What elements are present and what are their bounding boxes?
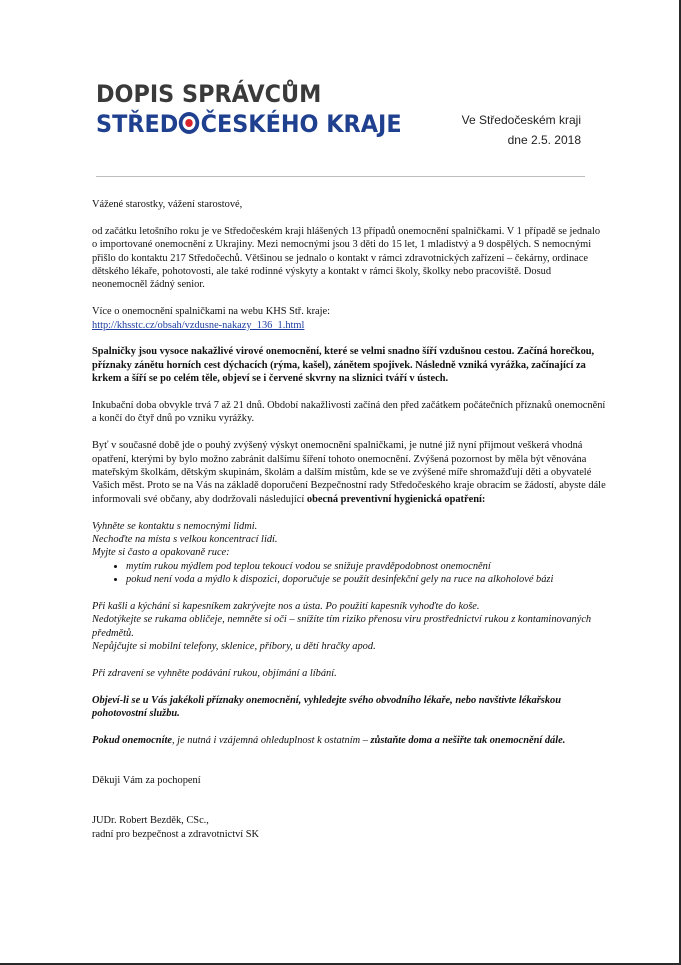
date-text: dne 2.5. 2018 (507, 133, 581, 147)
paragraph-disease-description: Spalničky jsou vysoce nakažlivé virové onemocnění, které se velmi snadno šíří vzdušnou cestou. Začíná horečkou, příznaky zánětu horních cest dýchacích (rýma, kašel), zánětem spojivek. Následně vzniká vyrážka, začínající za krkem a šíří se po celém těle, objeví se i červené skvrny na sliznici tváří v ústech. (92, 346, 595, 385)
rule-wash-hands: Myjte si často a opakovaně ruce: (92, 547, 230, 559)
letterhead-title-line2 (96, 110, 402, 138)
closing-thanks: Děkuji Vám za pochopení (92, 775, 201, 787)
paragraph-more-info (92, 305, 607, 332)
more-info-text: Více o onemocnění spalničkami na webu KHS Stř. kraje: (92, 306, 331, 318)
roundel-logo-icon (179, 112, 199, 134)
stay-home-bold1: Pokud onemocníte (92, 735, 172, 747)
bullet-gel: • pokud není voda a mýdlo k dispozici, doporučuje se použít desinfekční gely na ruce na alkoholové bázi (126, 573, 607, 586)
rule-avoid-crowds: Nechoďte na místa s velkou koncentrací lidí. (92, 534, 278, 546)
letterhead-title-line1: DOPIS SPRÁVCŮM (96, 80, 322, 108)
khs-web-link[interactable]: http://khsstc.cz/obsah/vzdusne-nakazy_136_1.html (92, 319, 305, 331)
signature-role: radní pro bezpečnost a zdravotnictví SK (92, 828, 260, 840)
place-text: Ve Středočeském kraji (461, 113, 581, 127)
header-divider (96, 176, 585, 177)
request-bold: obecná preventivní hygienická opatření: (306, 493, 486, 505)
signature-name: JUDr. Robert Bezděk, CSc., (92, 815, 209, 827)
request-text: Byť v současné době jde o pouhý zvýšený výskyt onemocnění spalničkami, je nutné již nyní přijmout veškerá vhodná opatření, kterými by bylo možno zabránit dalšímu šíření tohoto onemocnění. Zvýšená pozornost by měla být věnována mateřským školkám, dětským skupinám, školám a dalším místům, kde se ve zvýšené míře shromažďují děti a obyvatelé Vašich měst. Proto se na Vás na základě doporučení Bezpečnostní rady Středočeského kraje obracím se žádostí, abyste dále informovali své občany, aby dodržovali následující (92, 440, 606, 505)
greeting: Vážené starostky, vážení starostové, (92, 199, 243, 210)
rule-face: Nedotýkejte se rukama obličeje, nemněte si oči – snížíte tím riziko přenosu viru prostřednictví rukou z kontaminovaných předmětů. (92, 614, 592, 639)
letter-body (92, 198, 607, 841)
letterhead-title-part1: STŘED (96, 110, 179, 138)
paragraph-incubation: Inkubační doba obvykle trvá 7 až 21 dnů. Období nakažlivosti začíná den před začátkem počátečních příznaků onemocnění a končí do čtyř dnů po vzniku vyrážky. (92, 400, 606, 425)
hygiene-rules-list (92, 520, 607, 748)
rule-stay-home (92, 734, 607, 747)
rule-greeting: Při zdravení se vyhněte podávání rukou, objímání a líbání. (92, 668, 337, 680)
place-and-date (462, 110, 581, 150)
stay-home-bold2: zůstaňte doma a nešiřte tak onemocnění dále. (370, 735, 566, 747)
rule-cough: Při kašli a kýchání si kapesníkem zakrývejte nos a ústa. Po použití kapesník vyhoďte do koše. (92, 601, 480, 613)
rule-doctor: Objeví-li se u Vás jakékoli příznaky onemocnění, vyhledejte svého obvodního lékaře, nebo navštivte lékařskou pohotovostní službu. (92, 694, 561, 720)
hand-washing-bullets (92, 560, 607, 587)
rule-share: Nepůjčujte si mobilní telefony, sklenice, příbory, u dětí hračky apod. (92, 641, 376, 653)
rule-avoid-sick: Vyhněte se kontaktu s nemocnými lidmi. (92, 520, 258, 532)
bullet-soap: • mytím rukou mýdlem pod teplou tekoucí vodou se snižuje pravděpodobnost onemocnění (126, 560, 607, 573)
paragraph-request (92, 439, 607, 506)
stay-home-mid: , je nutná i vzájemná ohleduplnost k ostatním – (171, 735, 371, 747)
letterhead-title-part2: ČESKÉHO KRAJE (200, 110, 402, 138)
paragraph-statistics: od začátku letošního roku je ve Středočeském kraji hlášených 13 případů onemocnění spalničkami. V 1 případě se jednalo o importované onemocnění z Ukrajiny. Mezi nemocnými jsou 3 děti do 15 let, 1 mladistvý a 9 dospělých. S nemocnými přišlo do kontaktu 217 Středočechů. Většinou se jednalo o kontakt v rámci zdravotnických zařízení – čekárny, ordinace dětského lékaře, pohotovosti, ale také rodinné výskyty a kontakt v rámci školy, školky nebo pracoviště. Dosud neonemocněl žádný senior. (92, 225, 601, 291)
